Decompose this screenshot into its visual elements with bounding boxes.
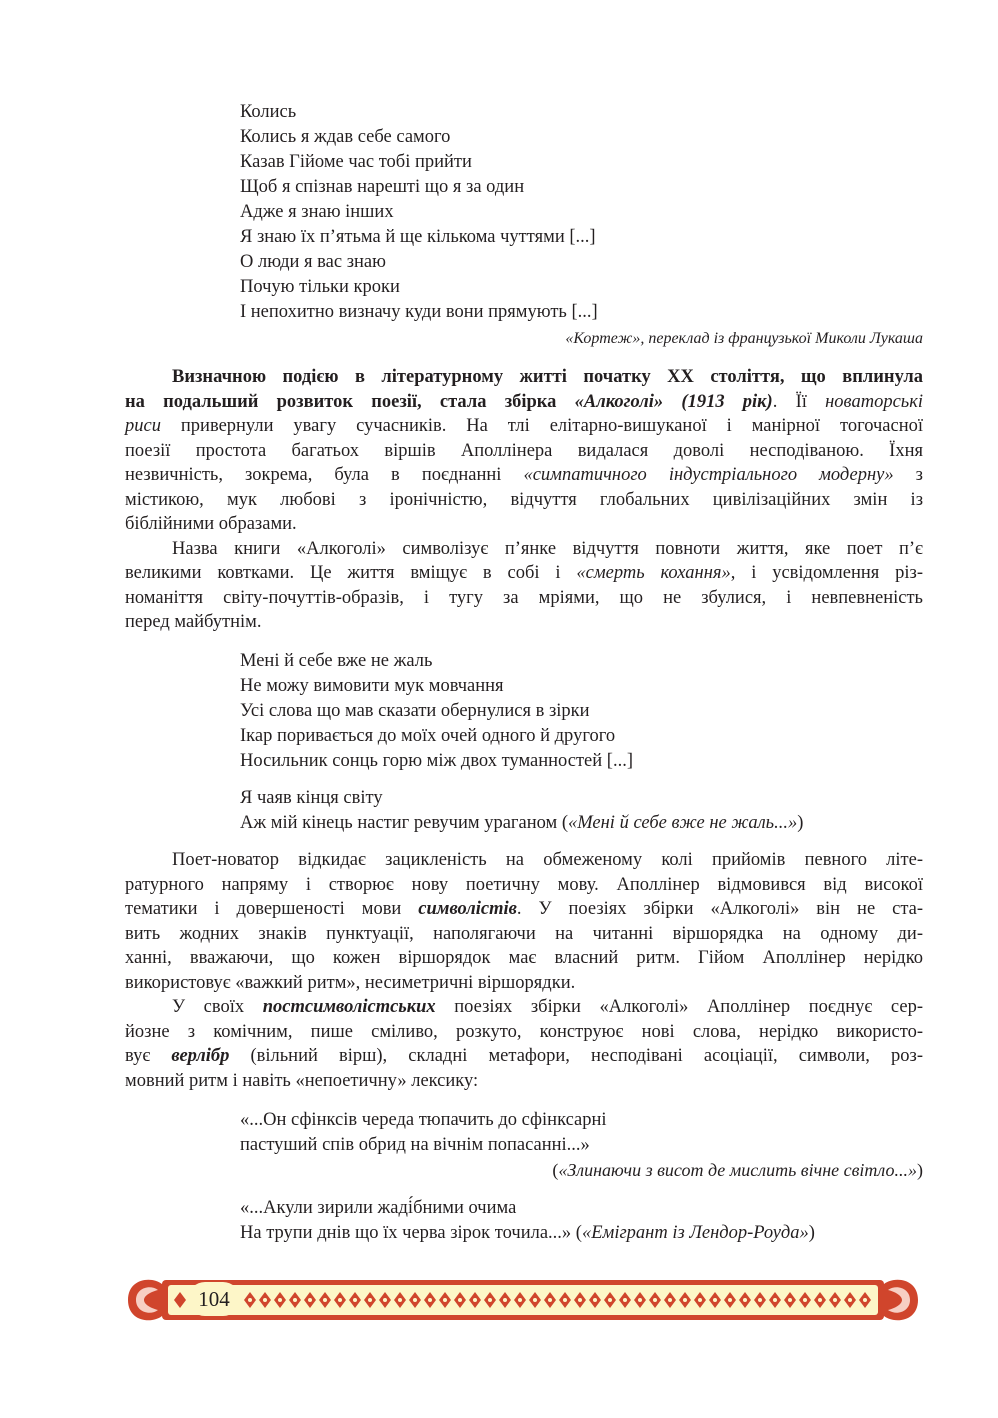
- verse-attribution: «Кортеж», переклад із французької Миколи Лукаша: [565, 330, 923, 347]
- ornament-dot: [788, 1298, 792, 1302]
- paragraph-line: тематики і довершеності мови символістів. У поезіях збірки «Алкоголі» він не ста-: [125, 899, 923, 919]
- verse-line: О люди я вас знаю: [240, 252, 386, 272]
- ornament-dot: [833, 1298, 837, 1302]
- ornament-dot: [473, 1298, 477, 1302]
- paragraph-line: Поет-новатор відкидає зацикленість на обмеженому колі прийомів певного літе-: [172, 850, 923, 870]
- verse-block-4: [240, 1196, 815, 1246]
- ornament-dot: [548, 1298, 552, 1302]
- paragraph-line: йозне з комічним, пише сміливо, розкуто, конструює нові слова, нерідко використо-: [125, 1021, 923, 1042]
- ornament-dot: [353, 1298, 357, 1302]
- paragraph-line: ратурного напряму і створює нову поетичну мову. Аполлінер відмовився від високої: [125, 874, 923, 895]
- ornament-dot: [758, 1298, 762, 1302]
- verse-block-3: [240, 1108, 607, 1158]
- ornament-dot: [503, 1298, 507, 1302]
- paragraph-line: Визначною подією в літературному житті початку XX століття, що вплинула: [172, 367, 923, 387]
- verse-line: «...Акули зирили жаді́бними очима: [240, 1198, 517, 1218]
- ornament-dot: [413, 1298, 417, 1302]
- verse-block-2: [240, 649, 633, 774]
- paragraph-line: номаніття світу-почуттів-образів, і тугу за мріями, що не збулися, і невпевненість: [125, 587, 923, 608]
- ornament-dot: [743, 1298, 747, 1302]
- verse-line: Почую тільки кроки: [240, 277, 400, 297]
- verse-line: Адже я знаю інших: [240, 202, 394, 222]
- page-number: 104: [188, 1282, 240, 1316]
- ornament-dot: [848, 1298, 852, 1302]
- verse-line: «...Он сфінксів череда тюпачить до сфінксарні: [240, 1110, 607, 1130]
- paragraph-line: великими ковтками. Це життя вміщує в собі і «смерть кохання», і усвідомлення різ-: [125, 563, 924, 583]
- ornament-dot: [623, 1298, 627, 1302]
- verse-line: Ікар поривається до моїх очей одного й другого: [240, 726, 616, 746]
- verse-line: Носильник сонць горю між двох туманностей [...]: [240, 751, 633, 771]
- ornament-dot: [563, 1298, 567, 1302]
- paragraph-line: біблійними образами.: [125, 514, 297, 534]
- verse-line: Казав Гійоме час тобі прийти: [240, 152, 472, 172]
- ornament-dot: [698, 1298, 702, 1302]
- ornament-dot: [518, 1298, 522, 1302]
- ornament-dot: [263, 1298, 267, 1302]
- paragraph-line: У своїх постсимволістських поезіях збірки «Алкоголі» Аполлінер поєднує сер-: [172, 997, 923, 1017]
- verse-line: Я знаю їх п’ятьма й ще кількома чуттями [...]: [240, 227, 596, 247]
- ornament-dot: [683, 1298, 687, 1302]
- ornament-dot: [728, 1298, 732, 1302]
- ornament-dot: [368, 1298, 372, 1302]
- ornament-dot: [248, 1298, 252, 1302]
- paragraph-line: незвичність, зокрема, була в поєднанні «симпатичного індустріального модерну» з: [125, 465, 923, 485]
- verse-block-2b: [240, 786, 803, 836]
- ornament-dot: [773, 1298, 777, 1302]
- paragraph-line: Назва книги «Алкоголі» символізує п’янке відчуття повноти життя, яке поет п’є: [172, 538, 923, 559]
- ornament-dot: [308, 1298, 312, 1302]
- prose-block-2: [125, 848, 923, 1093]
- paragraph-line: перед майбутнім.: [125, 612, 262, 632]
- verse-block-1: [240, 100, 598, 325]
- ornament-dot: [338, 1298, 342, 1302]
- ornament-dot: [578, 1298, 582, 1302]
- ornament-dot: [818, 1298, 822, 1302]
- ornament-dot: [593, 1298, 597, 1302]
- ornament-dot: [863, 1298, 867, 1302]
- ornament-dot: [443, 1298, 447, 1302]
- verse-line: Аж мій кінець настиг ревучим ураганом («Мені й себе вже не жаль...»): [240, 813, 804, 833]
- ornament-dot: [533, 1298, 537, 1302]
- paragraph-line: вує верлібр (вільний вірш), складні метафори, несподівані асоціації, символи, роз-: [125, 1046, 923, 1066]
- ornament-dot: [668, 1298, 672, 1302]
- verse-line: Усі слова що мав сказати обернулися в зірки: [240, 701, 590, 721]
- verse-line: пастуший спів обрид на вічнім попасанні...»: [240, 1135, 590, 1155]
- verse-line: Колись я ждав себе самого: [240, 127, 451, 147]
- paragraph-line: містикою, мук любові з іронічністю, відчуття глобальних цивілізаційних змін із: [125, 489, 923, 510]
- ornament-dot: [398, 1298, 402, 1302]
- verse-line: Я чаяв кінця світу: [240, 788, 383, 808]
- book-title: «Алкоголі» (1913 рік): [574, 391, 773, 412]
- paragraph-line: на подальший розвиток поезії, стала збірка «Алкоголі» (1913 рік). Її новаторські: [125, 391, 923, 412]
- verse-line: І непохитно визначу куди вони прямують [...]: [240, 302, 598, 322]
- paragraph-line: мовний ритм і навіть «непоетичну» лексику:: [125, 1070, 479, 1091]
- paragraph-line: риси привернули увагу сучасників. На тлі елітарно-вишуканої і манірної тогочасної: [125, 416, 923, 436]
- verse-line: Мені й себе вже не жаль: [240, 651, 433, 671]
- ornament-dot: [428, 1298, 432, 1302]
- prose-block-1: [125, 365, 923, 635]
- ornament-dot: [293, 1298, 297, 1302]
- verse-line: Щоб я спізнав нарешті що я за один: [240, 177, 525, 197]
- ornament-dot: [488, 1298, 492, 1302]
- paragraph-line: ханні, вважаючи, що кожен віршорядок має власний ритм. Гійом Аполлінер нерідко: [125, 948, 923, 968]
- ornament-dot: [653, 1298, 657, 1302]
- ornament-dot: [323, 1298, 327, 1302]
- verse-line: На трупи днів що їх черва зірок точила...» («Емігрант із Лендор-Роуда»): [240, 1223, 815, 1243]
- verse-line: Колись: [240, 102, 297, 122]
- ornament-dot: [278, 1298, 282, 1302]
- paragraph-line: використовує «важкий ритм», несиметричні віршорядки.: [125, 972, 576, 993]
- paragraph-line: поезії простота багатьох віршів Аполлінера видалася доволі несподіваною. Їхня: [125, 440, 923, 461]
- verse-attribution: («Злинаючи з висот де мислить вічне світло...»): [552, 1160, 923, 1180]
- ornament-dot: [803, 1298, 807, 1302]
- footer-ornament: [122, 1270, 924, 1330]
- ornament-dot: [713, 1298, 717, 1302]
- paragraph-line: вить жодних знаків пунктуації, наполягаючи на читанні віршорядка на одному ди-: [125, 923, 923, 944]
- verse-line: Не можу вимовити мук мовчання: [240, 676, 504, 696]
- ornament-dot: [638, 1298, 642, 1302]
- ornament-dot: [383, 1298, 387, 1302]
- ornament-dot: [608, 1298, 612, 1302]
- ornament-dot: [458, 1298, 462, 1302]
